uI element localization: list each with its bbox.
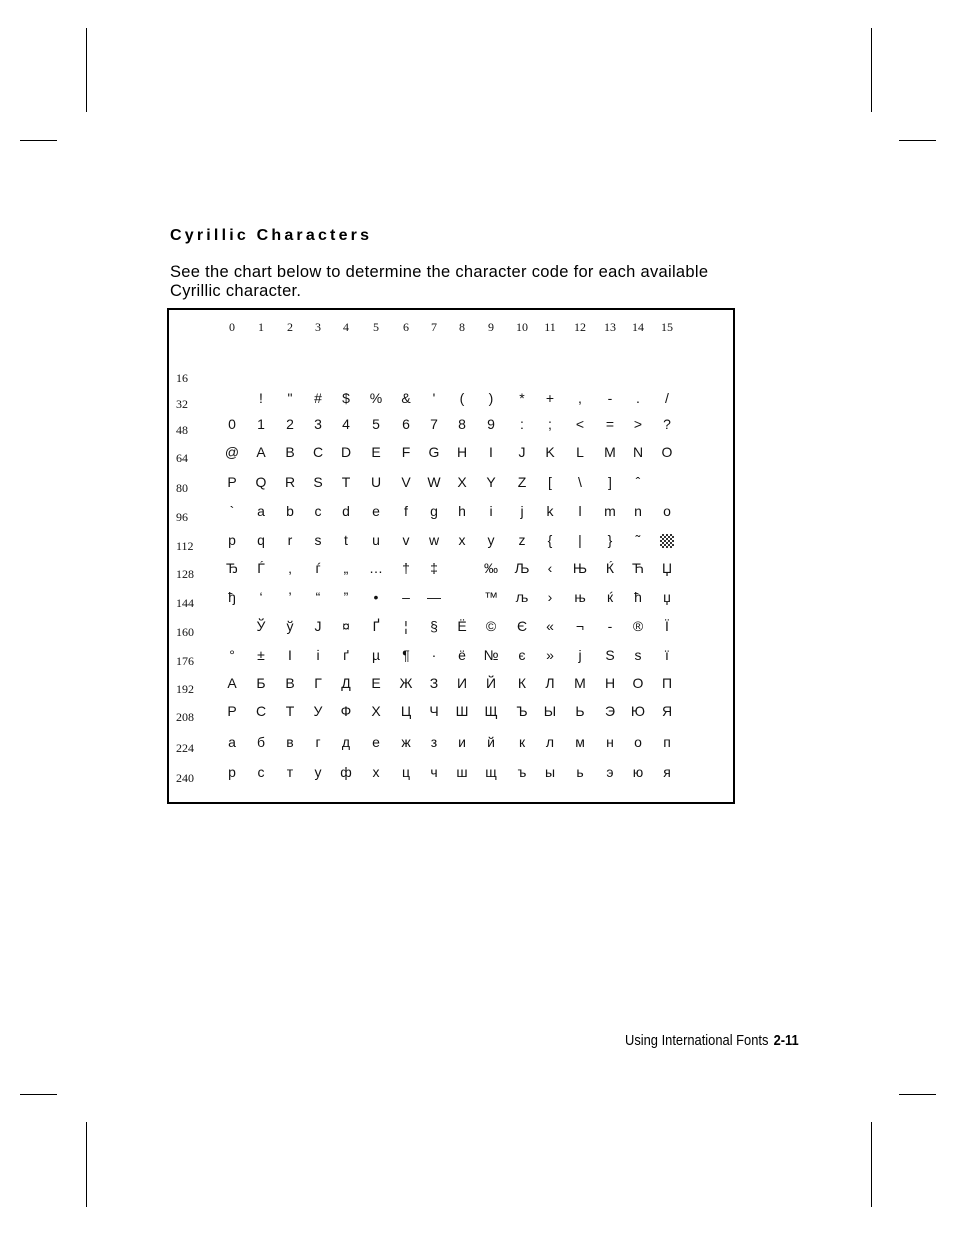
char-cell: ( — [459, 390, 465, 406]
char-cell: г — [315, 734, 321, 750]
char-cell: Х — [371, 703, 381, 719]
char-cell: ј — [578, 647, 582, 663]
row-header-192: 192 — [176, 682, 194, 696]
char-cell: э — [606, 764, 614, 780]
char-cell: y — [487, 532, 495, 548]
char-cell: о — [634, 734, 642, 750]
char-cell: И — [456, 675, 468, 691]
crop-mark-bottom-left-horizontal — [20, 1094, 57, 1095]
char-cell: p — [228, 532, 236, 548]
char-cell: ѕ — [634, 647, 642, 663]
char-cell: я — [663, 764, 671, 780]
char-cell: 6 — [402, 416, 410, 432]
row-header-144: 144 — [176, 596, 194, 610]
row-header-96: 96 — [176, 510, 188, 524]
char-cell: O — [661, 444, 673, 460]
column-header-13: 13 — [604, 320, 616, 334]
char-cell: ш — [456, 764, 468, 780]
char-cell: E — [371, 444, 381, 460]
char-cell: « — [546, 618, 554, 634]
char-cell: 7 — [430, 416, 438, 432]
char-cell: - — [607, 618, 613, 634]
row-header-160: 160 — [176, 625, 194, 639]
row-header-240: 240 — [176, 771, 194, 785]
char-cell: І — [288, 647, 292, 663]
char-cell: & — [401, 390, 411, 406]
char-cell: r — [287, 532, 293, 548]
char-cell: I — [489, 444, 493, 460]
char-cell: x — [458, 532, 466, 548]
column-header-0: 0 — [229, 320, 235, 334]
char-cell: Ї — [665, 618, 669, 634]
page-number: 2-11 — [773, 1032, 799, 1049]
char-cell: Ѓ — [257, 560, 265, 576]
char-cell: к — [518, 734, 526, 750]
char-cell: ¦ — [404, 618, 408, 634]
char-cell: † — [402, 560, 410, 576]
char-cell: ! — [259, 390, 263, 406]
char-cell: u — [372, 532, 380, 548]
char-cell: Џ — [661, 560, 673, 576]
char-cell: < — [575, 416, 585, 432]
column-header-8: 8 — [459, 320, 465, 334]
char-cell: Э — [604, 703, 616, 719]
char-cell: µ — [371, 647, 381, 663]
char-cell: m — [604, 503, 616, 519]
char-cell: н — [606, 734, 614, 750]
char-cell: ї — [665, 647, 669, 663]
char-cell: : — [520, 416, 524, 432]
char-cell: ˜ — [635, 532, 641, 548]
char-cell: H — [456, 444, 468, 460]
char-cell: ˆ — [635, 474, 641, 490]
char-cell: Ѕ — [605, 647, 615, 663]
char-cell: § — [430, 618, 438, 634]
char-cell: Ґ — [372, 618, 380, 634]
crop-mark-top-left-horizontal — [20, 140, 57, 141]
char-cell: ? — [663, 416, 671, 432]
crop-mark-bottom-right-vertical — [871, 1122, 872, 1207]
character-chart-frame — [167, 308, 735, 804]
char-cell: J — [518, 444, 526, 460]
char-cell: M — [604, 444, 616, 460]
column-header-4: 4 — [343, 320, 349, 334]
char-cell: ќ — [606, 589, 614, 605]
char-cell: ® — [632, 618, 644, 634]
char-cell: ‘ — [259, 589, 263, 605]
char-cell: v — [402, 532, 410, 548]
char-cell: V — [401, 474, 411, 490]
char-cell: Б — [256, 675, 266, 691]
char-cell: і — [316, 647, 320, 663]
char-cell: ь — [576, 764, 584, 780]
char-cell: S — [313, 474, 323, 490]
char-cell: Њ — [572, 560, 588, 576]
char-cell: T — [341, 474, 351, 490]
char-cell: Ц — [400, 703, 412, 719]
char-cell: Є — [516, 618, 528, 634]
footer-title: Using International Fonts — [625, 1032, 769, 1049]
char-cell: О — [632, 675, 644, 691]
char-cell: У — [313, 703, 323, 719]
char-cell: ¬ — [575, 618, 585, 634]
row-header-112: 112 — [176, 539, 194, 553]
char-cell: D — [340, 444, 352, 460]
char-cell: ў — [286, 618, 294, 634]
char-cell: Ы — [543, 703, 557, 719]
char-cell: 5 — [372, 416, 380, 432]
row-header-176: 176 — [176, 654, 194, 668]
char-cell: „ — [343, 560, 349, 576]
char-cell: 2 — [286, 416, 294, 432]
char-cell: q — [257, 532, 265, 548]
row-header-32: 32 — [176, 397, 188, 411]
char-cell: ¤ — [342, 618, 350, 634]
column-header-14: 14 — [632, 320, 644, 334]
char-cell: a — [257, 503, 265, 519]
char-cell: В — [285, 675, 295, 691]
char-cell: Z — [517, 474, 527, 490]
running-footer — [625, 1032, 799, 1049]
char-cell: д — [341, 734, 351, 750]
char-cell: Г — [314, 675, 322, 691]
char-cell: ф — [340, 764, 352, 780]
row-header-80: 80 — [176, 481, 188, 495]
char-cell: N — [632, 444, 644, 460]
char-cell: й — [487, 734, 495, 750]
char-cell: › — [547, 589, 553, 605]
char-cell: = — [605, 416, 615, 432]
char-cell: ъ — [517, 764, 527, 780]
char-cell: d — [342, 503, 350, 519]
char-cell: п — [663, 734, 671, 750]
char-cell: + — [545, 390, 555, 406]
char-cell: … — [369, 560, 383, 576]
char-cell: А — [227, 675, 237, 691]
char-cell: Щ — [484, 703, 498, 719]
char-cell: { — [547, 532, 553, 548]
char-cell: у — [314, 764, 322, 780]
char-cell: # — [314, 390, 322, 406]
char-cell: P — [227, 474, 237, 490]
char-cell: 3 — [314, 416, 322, 432]
char-cell: р — [228, 764, 236, 780]
char-cell: n — [634, 503, 642, 519]
row-header-48: 48 — [176, 423, 188, 437]
char-cell: Ђ — [225, 560, 239, 576]
char-cell: ] — [608, 474, 612, 490]
char-cell: * — [519, 390, 525, 406]
char-cell: Ъ — [516, 703, 528, 719]
char-cell: а — [228, 734, 236, 750]
char-cell: Љ — [514, 560, 530, 576]
char-cell: j — [520, 503, 524, 519]
char-cell: Ј — [314, 618, 322, 634]
char-cell: c — [314, 503, 322, 519]
char-cell: f — [404, 503, 408, 519]
char-cell: њ — [574, 589, 586, 605]
char-cell: П — [661, 675, 673, 691]
char-cell: Ю — [630, 703, 646, 719]
char-cell: “ — [315, 589, 321, 605]
char-cell: ; — [548, 416, 552, 432]
char-cell: ё — [458, 647, 466, 663]
char-cell: l — [578, 503, 582, 519]
column-header-2: 2 — [287, 320, 293, 334]
char-cell: џ — [663, 589, 671, 605]
column-header-11: 11 — [544, 320, 556, 334]
char-cell: ' — [432, 390, 436, 406]
char-cell: ” — [343, 589, 349, 605]
char-cell: | — [578, 532, 582, 548]
char-cell: Ж — [399, 675, 413, 691]
char-cell: х — [372, 764, 380, 780]
char-cell: ц — [401, 764, 411, 780]
column-header-1: 1 — [258, 320, 264, 334]
char-cell: л — [545, 734, 555, 750]
column-header-6: 6 — [403, 320, 409, 334]
char-cell: ° — [229, 647, 235, 663]
char-cell: ч — [430, 764, 438, 780]
char-cell: Ь — [575, 703, 585, 719]
char-cell: љ — [515, 589, 529, 605]
char-cell: Ф — [340, 703, 352, 719]
char-cell: — — [427, 589, 441, 605]
char-cell: , — [578, 390, 582, 406]
char-cell: Ё — [457, 618, 467, 634]
column-header-3: 3 — [315, 320, 321, 334]
char-cell: ђ — [228, 589, 236, 605]
char-cell: W — [427, 474, 441, 490]
char-cell: U — [370, 474, 382, 490]
char-cell: з — [430, 734, 438, 750]
char-cell: i — [489, 503, 493, 519]
char-cell: Н — [604, 675, 616, 691]
row-header-224: 224 — [176, 741, 194, 755]
char-cell: ± — [257, 647, 265, 663]
char-cell: w — [428, 532, 440, 548]
char-cell: o — [663, 503, 671, 519]
char-cell: \ — [578, 474, 582, 490]
char-cell: [ — [548, 474, 552, 490]
intro-paragraph: See the chart below to determine the character code for each available Cyrillic character. — [170, 263, 709, 300]
char-cell: ж — [401, 734, 411, 750]
char-cell: Ў — [256, 618, 266, 634]
crop-mark-top-right-vertical — [871, 28, 872, 112]
char-cell: C — [312, 444, 324, 460]
char-cell: b — [286, 503, 294, 519]
section-title: Cyrillic Characters — [170, 227, 373, 244]
char-cell: • — [373, 589, 379, 605]
char-cell: Ќ — [605, 560, 615, 576]
char-cell: 4 — [342, 416, 350, 432]
char-cell: Д — [341, 675, 351, 691]
char-cell: М — [574, 675, 586, 691]
column-header-15: 15 — [661, 320, 673, 334]
crop-mark-bottom-right-horizontal — [899, 1094, 936, 1095]
char-cell: – — [402, 589, 410, 605]
char-cell: ґ — [343, 647, 349, 663]
char-cell: м — [575, 734, 585, 750]
char-cell: ‚ — [288, 560, 292, 576]
char-cell: е — [372, 734, 380, 750]
char-cell: © — [485, 618, 497, 634]
char-cell: и — [458, 734, 466, 750]
char-cell: » — [546, 647, 554, 663]
char-cell: Y — [486, 474, 496, 490]
char-cell: k — [546, 503, 554, 519]
char-cell: Ч — [429, 703, 439, 719]
column-header-9: 9 — [488, 320, 494, 334]
row-header-64: 64 — [176, 451, 188, 465]
char-cell: № — [483, 647, 499, 663]
char-cell: R — [284, 474, 296, 490]
char-cell: 0 — [228, 416, 236, 432]
char-cell: ю — [632, 764, 644, 780]
char-cell: щ — [485, 764, 497, 780]
crop-mark-bottom-left-vertical — [86, 1122, 87, 1207]
char-cell: ` — [229, 503, 235, 519]
char-cell: h — [458, 503, 466, 519]
char-cell: 8 — [458, 416, 466, 432]
char-cell: є — [518, 647, 526, 663]
row-header-128: 128 — [176, 567, 194, 581]
char-cell: ћ — [634, 589, 642, 605]
char-cell: ‰ — [484, 560, 498, 576]
char-cell: Я — [661, 703, 673, 719]
char-cell: - — [607, 390, 613, 406]
char-cell: Ћ — [632, 560, 644, 576]
char-cell: 1 — [257, 416, 265, 432]
char-cell: X — [457, 474, 467, 490]
char-cell: С — [255, 703, 267, 719]
char-cell: B — [285, 444, 295, 460]
char-cell: } — [607, 532, 613, 548]
char-cell: ѓ — [315, 560, 321, 576]
char-cell: 9 — [487, 416, 495, 432]
char-cell: z — [518, 532, 526, 548]
char-cell: G — [428, 444, 440, 460]
char-cell: ¶ — [402, 647, 410, 663]
char-cell: ) — [488, 390, 494, 406]
char-cell: Ш — [455, 703, 469, 719]
char-cell: ™ — [484, 589, 498, 605]
char-cell: " — [287, 390, 293, 406]
char-cell: A — [256, 444, 266, 460]
checkerboard-glyph-icon — [660, 534, 674, 548]
crop-mark-top-right-horizontal — [899, 140, 936, 141]
char-cell: Л — [545, 675, 555, 691]
char-cell: ы — [544, 764, 556, 780]
column-header-12: 12 — [574, 320, 586, 334]
char-cell: % — [369, 390, 383, 406]
char-cell: с — [257, 764, 265, 780]
char-cell: F — [401, 444, 411, 460]
column-header-5: 5 — [373, 320, 379, 334]
char-cell: @ — [224, 444, 240, 460]
char-cell: / — [665, 390, 669, 406]
char-cell: К — [517, 675, 527, 691]
char-cell: g — [430, 503, 438, 519]
char-cell: Q — [255, 474, 267, 490]
char-cell: т — [286, 764, 294, 780]
char-cell: Т — [285, 703, 295, 719]
row-header-208: 208 — [176, 710, 194, 724]
char-cell: в — [286, 734, 294, 750]
char-cell: t — [344, 532, 348, 548]
char-cell: L — [576, 444, 584, 460]
row-header-16: 16 — [176, 371, 188, 385]
char-cell: . — [636, 390, 640, 406]
column-header-10: 10 — [516, 320, 528, 334]
char-cell: ‹ — [547, 560, 553, 576]
char-cell: ’ — [288, 589, 292, 605]
char-cell: > — [633, 416, 643, 432]
char-cell: e — [372, 503, 380, 519]
crop-mark-top-left-vertical — [86, 28, 87, 112]
char-cell: З — [429, 675, 439, 691]
char-cell: Е — [371, 675, 381, 691]
char-cell: б — [256, 734, 266, 750]
char-cell: $ — [342, 390, 350, 406]
char-cell: Р — [227, 703, 237, 719]
char-cell: ‡ — [430, 560, 438, 576]
char-cell: s — [314, 532, 322, 548]
column-header-7: 7 — [431, 320, 437, 334]
char-cell: Й — [485, 675, 497, 691]
char-cell: K — [545, 444, 555, 460]
char-cell: · — [431, 647, 437, 663]
